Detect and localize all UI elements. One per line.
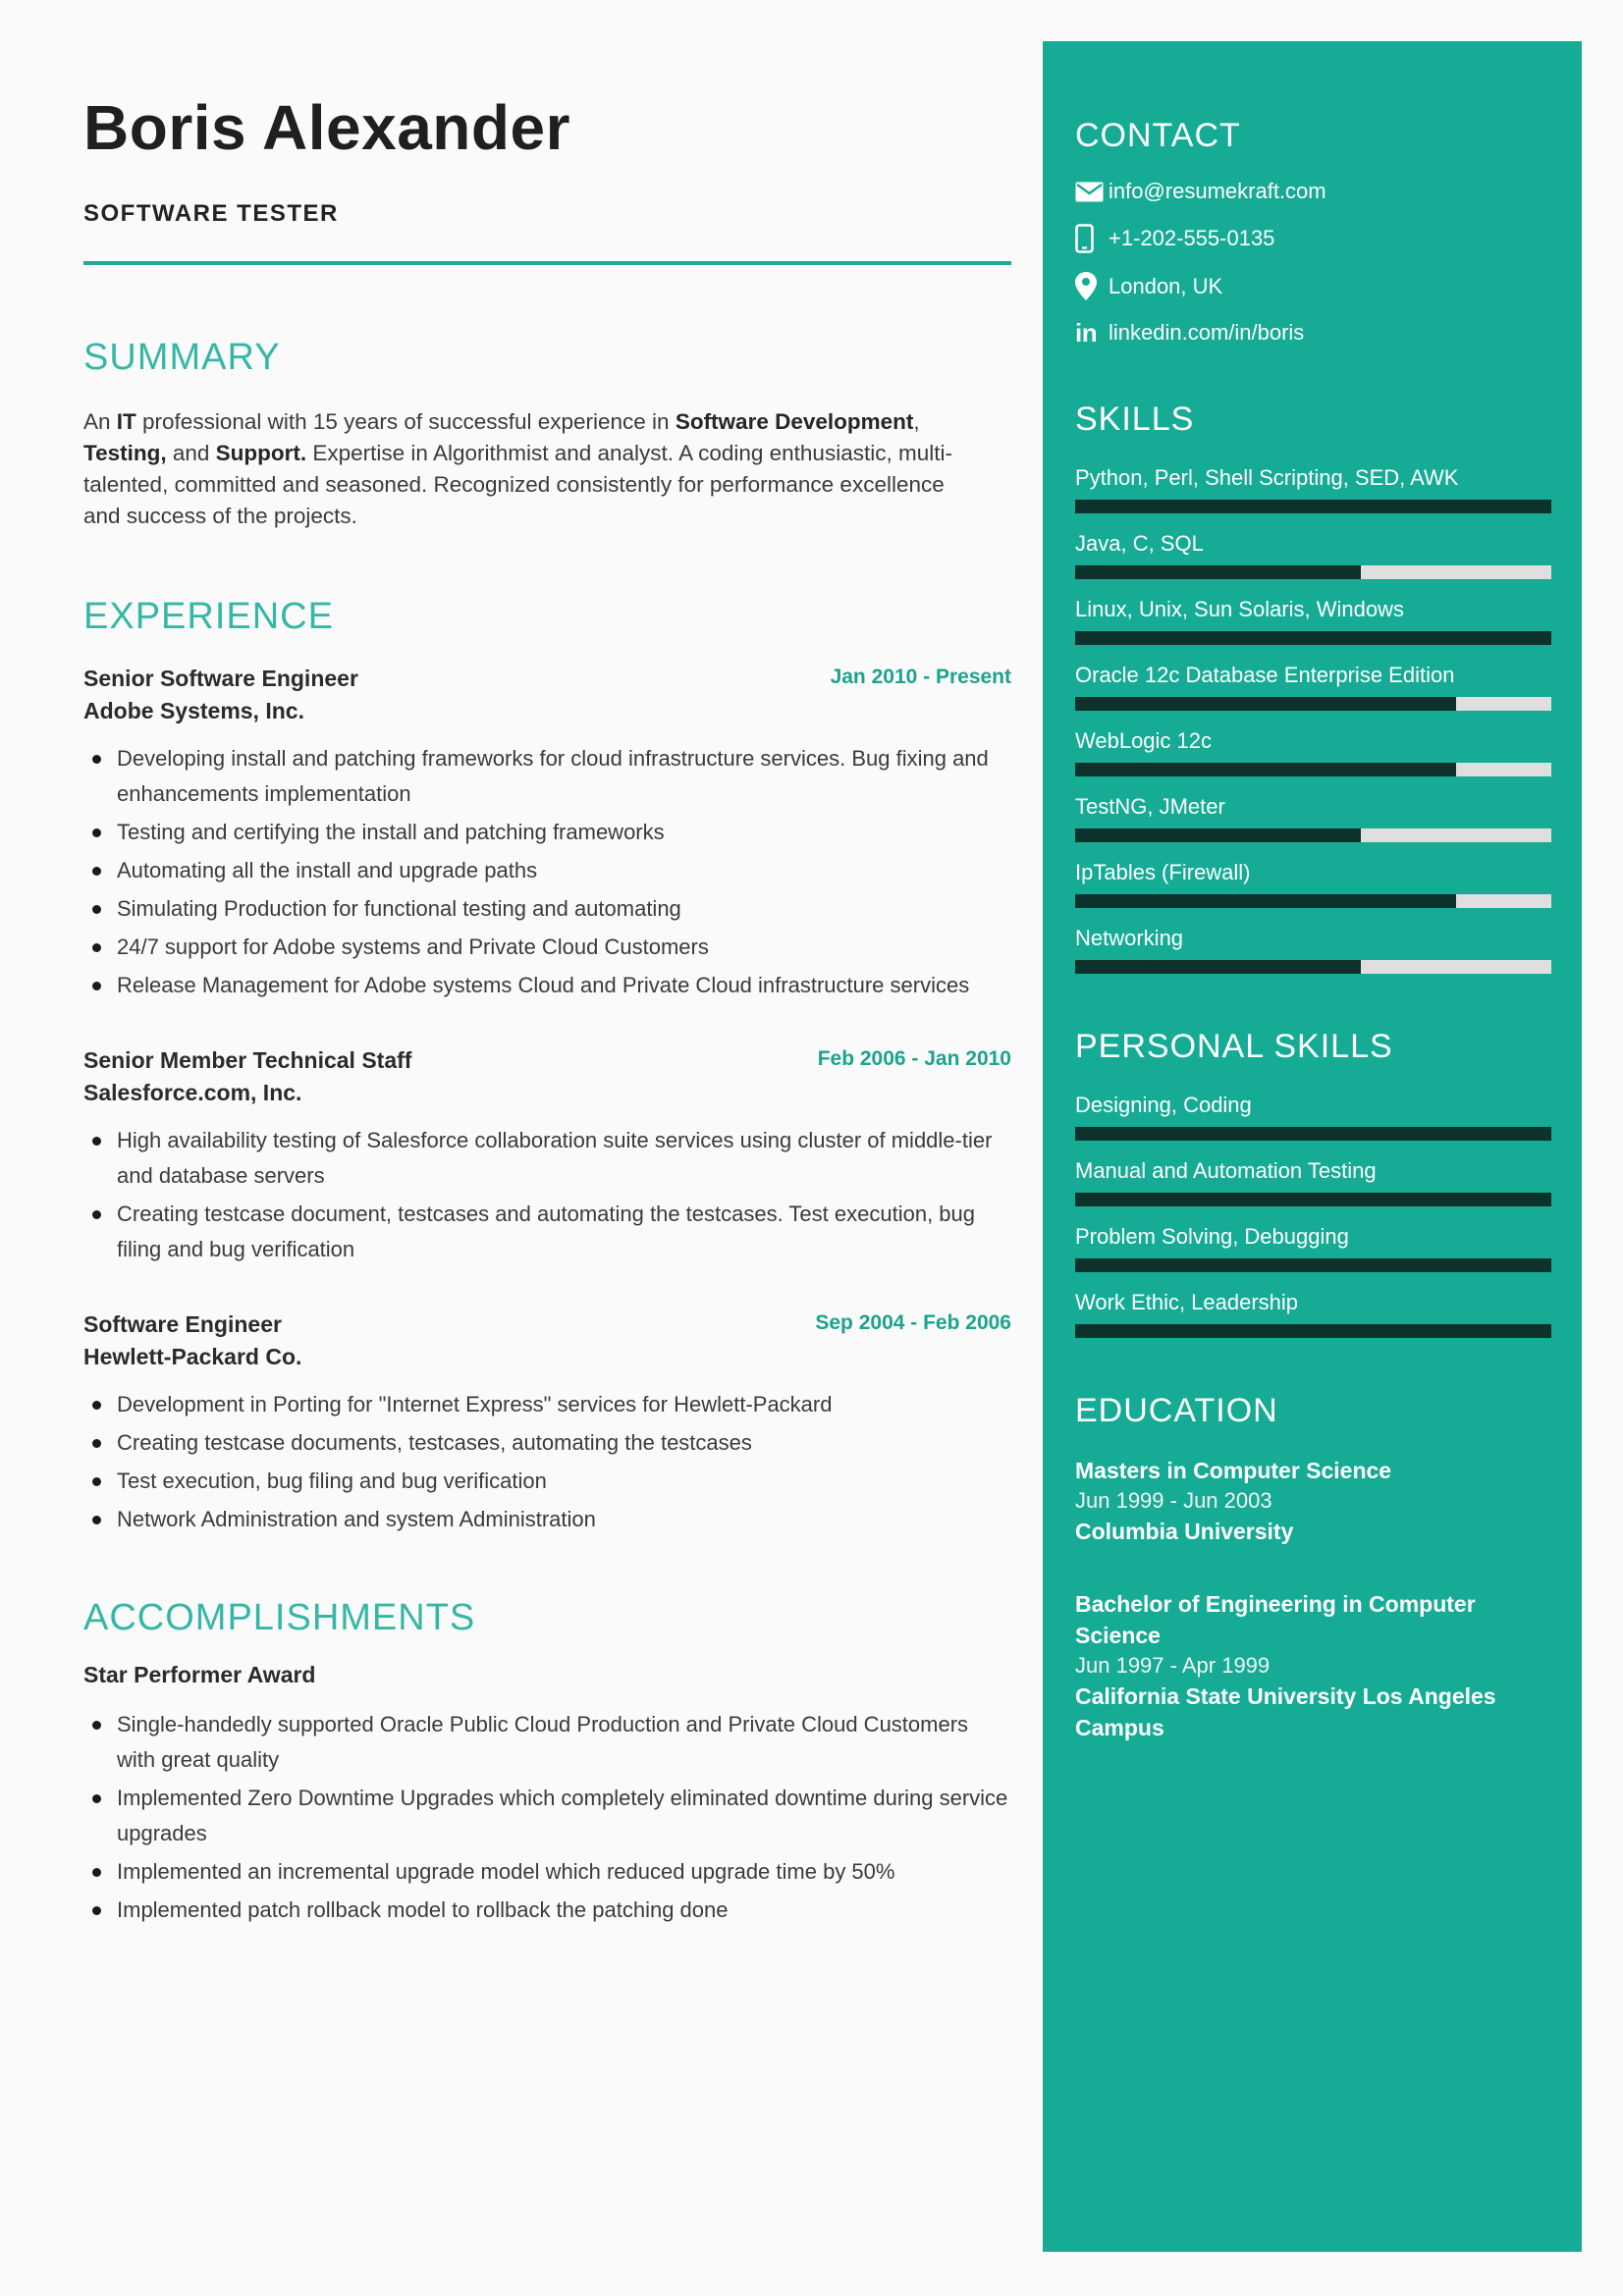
bullet-item: Creating testcase documents, testcases, automating the testcases (83, 1425, 1011, 1461)
experience-heading: EXPERIENCE (83, 595, 334, 637)
skill-label: Work Ethic, Leadership (1075, 1290, 1299, 1314)
bullet-item: Single-handedly supported Oracle Public Cloud Production and Private Cloud Customers with great quality (83, 1707, 1011, 1778)
job-company: Hewlett-Packard Co. (83, 1344, 302, 1370)
skill-bar-track (1075, 828, 1551, 842)
summary-text (83, 406, 987, 532)
skill-item (1075, 728, 1551, 776)
location-icon (1075, 272, 1109, 300)
accomplishments-heading: ACCOMPLISHMENTS (83, 1597, 476, 1639)
skill-bar-track (1075, 1324, 1551, 1338)
job-title: Senior Software Engineer (83, 666, 358, 692)
bullet-item: Implemented Zero Downtime Upgrades which completely eliminated downtime during service upgrades (83, 1781, 1011, 1851)
skill-label: IpTables (Firewall) (1075, 860, 1251, 884)
summary-segment: Testing, (83, 440, 167, 465)
bullet-item: Developing install and patching frameworks for cloud infrastructure services. Bug fixing and enhancements implementation (83, 741, 1011, 812)
bullet-item: Testing and certifying the install and patching frameworks (83, 815, 1011, 850)
skill-label: Designing, Coding (1075, 1093, 1252, 1117)
education-item (1075, 1455, 1551, 1547)
bullet-item: Release Management for Adobe systems Cloud and Private Cloud infrastructure services (83, 968, 1011, 1003)
contact-location: London, UK (1109, 273, 1223, 298)
skill-label: Manual and Automation Testing (1075, 1158, 1377, 1183)
bullet-item: Test execution, bug filing and bug verification (83, 1464, 1011, 1499)
summary-heading: SUMMARY (83, 337, 281, 378)
job-company: Salesforce.com, Inc. (83, 1080, 302, 1106)
contact-row-location (1075, 272, 1551, 300)
main-column (83, 0, 1011, 1931)
contact-email: info@resumekraft.com (1109, 179, 1326, 203)
skill-bar-fill (1075, 565, 1361, 579)
person-job-title: SOFTWARE TESTER (83, 200, 339, 227)
skill-bar-fill (1075, 1127, 1551, 1141)
award-title: Star Performer Award (83, 1661, 316, 1687)
job-entry (83, 1044, 1011, 1267)
job-dates: Sep 2004 - Feb 2006 (815, 1311, 1011, 1335)
skill-label: Networking (1075, 926, 1184, 950)
summary-segment: An (83, 408, 117, 434)
job-title: Senior Member Technical Staff (83, 1047, 412, 1074)
skill-bar-fill (1075, 960, 1361, 974)
bullet-item: Automating all the install and upgrade paths (83, 853, 1011, 888)
jobs-container (83, 663, 1011, 1537)
bullet-item: High availability testing of Salesforce collaboration suite services using cluster of middle-tier and database servers (83, 1123, 1011, 1194)
education-degree: Masters in Computer Science (1075, 1458, 1392, 1483)
skill-bar-track (1075, 565, 1551, 579)
job-titles (83, 1308, 301, 1373)
education-school: Columbia University (1075, 1519, 1294, 1544)
skill-bar-fill (1075, 1258, 1551, 1272)
education-heading: EDUCATION (1075, 1392, 1278, 1429)
personal-skills-section (1075, 1027, 1551, 1338)
skill-bar-track (1075, 960, 1551, 974)
accomplishments-list (83, 1707, 1011, 1928)
contact-row-linkedin (1075, 319, 1551, 347)
header-divider (83, 261, 1011, 265)
skill-label: Python, Perl, Shell Scripting, SED, AWK (1075, 465, 1459, 490)
job-dates: Jan 2010 - Present (830, 666, 1011, 689)
job-company: Adobe Systems, Inc. (83, 698, 304, 724)
linkedin-icon: in (1075, 318, 1098, 347)
skill-bar-fill (1075, 763, 1456, 776)
sidebar (1043, 41, 1582, 2252)
job-title: Software Engineer (83, 1311, 282, 1338)
skill-bar-fill (1075, 1324, 1551, 1338)
skill-label: Problem Solving, Debugging (1075, 1224, 1349, 1249)
skill-bar-track (1075, 631, 1551, 645)
summary-segment: Software Development (675, 408, 914, 434)
summary-segment: professional with 15 years of successful experience in (135, 408, 676, 434)
job-entry (83, 663, 1011, 1003)
skill-label: TestNG, JMeter (1075, 794, 1225, 819)
education-dates: Jun 1999 - Jun 2003 (1075, 1488, 1272, 1513)
education-list (1075, 1455, 1551, 1743)
personal-skills-heading: PERSONAL SKILLS (1075, 1028, 1393, 1065)
summary-segment: , (913, 408, 920, 434)
contact-row-phone (1075, 224, 1551, 253)
skill-item (1075, 860, 1551, 908)
job-dates: Feb 2006 - Jan 2010 (817, 1047, 1011, 1071)
job-header (83, 1308, 1011, 1373)
skills-heading: SKILLS (1075, 400, 1195, 438)
skill-item (1075, 1093, 1551, 1141)
skill-item (1075, 597, 1551, 645)
skill-item (1075, 531, 1551, 579)
summary-segment: Support. (215, 440, 307, 465)
skills-list (1075, 465, 1551, 974)
skill-item (1075, 1224, 1551, 1272)
skill-bar-fill (1075, 697, 1456, 711)
bullet-item: Development in Porting for "Internet Express" services for Hewlett-Packard (83, 1387, 1011, 1422)
education-section (1075, 1391, 1551, 1743)
summary-segment: IT (116, 408, 136, 434)
skill-label: Linux, Unix, Sun Solaris, Windows (1075, 597, 1405, 621)
job-header (83, 1044, 1011, 1109)
job-bullet-list (83, 1387, 1011, 1537)
skill-item (1075, 1158, 1551, 1206)
bullet-item: Simulating Production for functional testing and automating (83, 891, 1011, 927)
skill-item (1075, 465, 1551, 513)
bullet-item: Network Administration and system Administration (83, 1502, 1011, 1537)
skill-bar-fill (1075, 1193, 1551, 1206)
skill-bar-track (1075, 500, 1551, 513)
bullet-item: Implemented patch rollback model to rollback the patching done (83, 1893, 1011, 1928)
contact-phone: +1-202-555-0135 (1109, 226, 1275, 250)
contact-section (1075, 116, 1551, 347)
phone-icon (1075, 224, 1109, 253)
bullet-item: Implemented an incremental upgrade model which reduced upgrade time by 50% (83, 1854, 1011, 1890)
skill-bar-track (1075, 697, 1551, 711)
summary-segment: Expertise in Algorithmist and analyst. A coding enthusiastic, multi-talented, committed and seasoned. Recognized consistently for performance excellence and success of the projects. (83, 440, 952, 528)
skill-bar-fill (1075, 631, 1551, 645)
bullet-item: Creating testcase document, testcases and automating the testcases. Test execution, bug filing and bug verification (83, 1197, 1011, 1267)
skill-label: Java, C, SQL (1075, 531, 1204, 556)
skill-item (1075, 1290, 1551, 1338)
skill-item (1075, 926, 1551, 974)
skills-section (1075, 400, 1551, 974)
job-titles (83, 663, 358, 727)
job-titles (83, 1044, 411, 1109)
bullet-item: 24/7 support for Adobe systems and Private Cloud Customers (83, 930, 1011, 965)
skill-label: Oracle 12c Database Enterprise Edition (1075, 663, 1455, 687)
education-dates: Jun 1997 - Apr 1999 (1075, 1653, 1271, 1678)
skill-bar-track (1075, 894, 1551, 908)
job-bullet-list (83, 741, 1011, 1003)
education-school: California State University Los Angeles Campus (1075, 1683, 1496, 1740)
skill-bar-track (1075, 1127, 1551, 1141)
skill-bar-fill (1075, 500, 1551, 513)
resume-header (83, 0, 1011, 265)
job-bullet-list (83, 1123, 1011, 1267)
contact-row-email (1075, 178, 1551, 205)
skill-bar-fill (1075, 828, 1361, 842)
contact-linkedin: linkedin.com/in/boris (1109, 320, 1305, 345)
summary-segment: and (166, 440, 216, 465)
skill-bar-fill (1075, 894, 1456, 908)
job-entry (83, 1308, 1011, 1537)
contact-list (1075, 178, 1551, 347)
personal-skills-list (1075, 1093, 1551, 1338)
accomplishments-section (83, 1596, 1011, 1928)
contact-heading: CONTACT (1075, 117, 1241, 154)
skill-label: WebLogic 12c (1075, 728, 1213, 753)
skill-item (1075, 794, 1551, 842)
person-name: Boris Alexander (83, 92, 570, 163)
skill-bar-track (1075, 1193, 1551, 1206)
skill-bar-track (1075, 763, 1551, 776)
skill-item (1075, 663, 1551, 711)
skill-bar-track (1075, 1258, 1551, 1272)
summary-section (83, 336, 1011, 532)
email-icon (1075, 181, 1109, 203)
experience-section (83, 595, 1011, 1538)
job-header (83, 663, 1011, 727)
education-item (1075, 1588, 1551, 1743)
education-degree: Bachelor of Engineering in Computer Science (1075, 1591, 1476, 1648)
